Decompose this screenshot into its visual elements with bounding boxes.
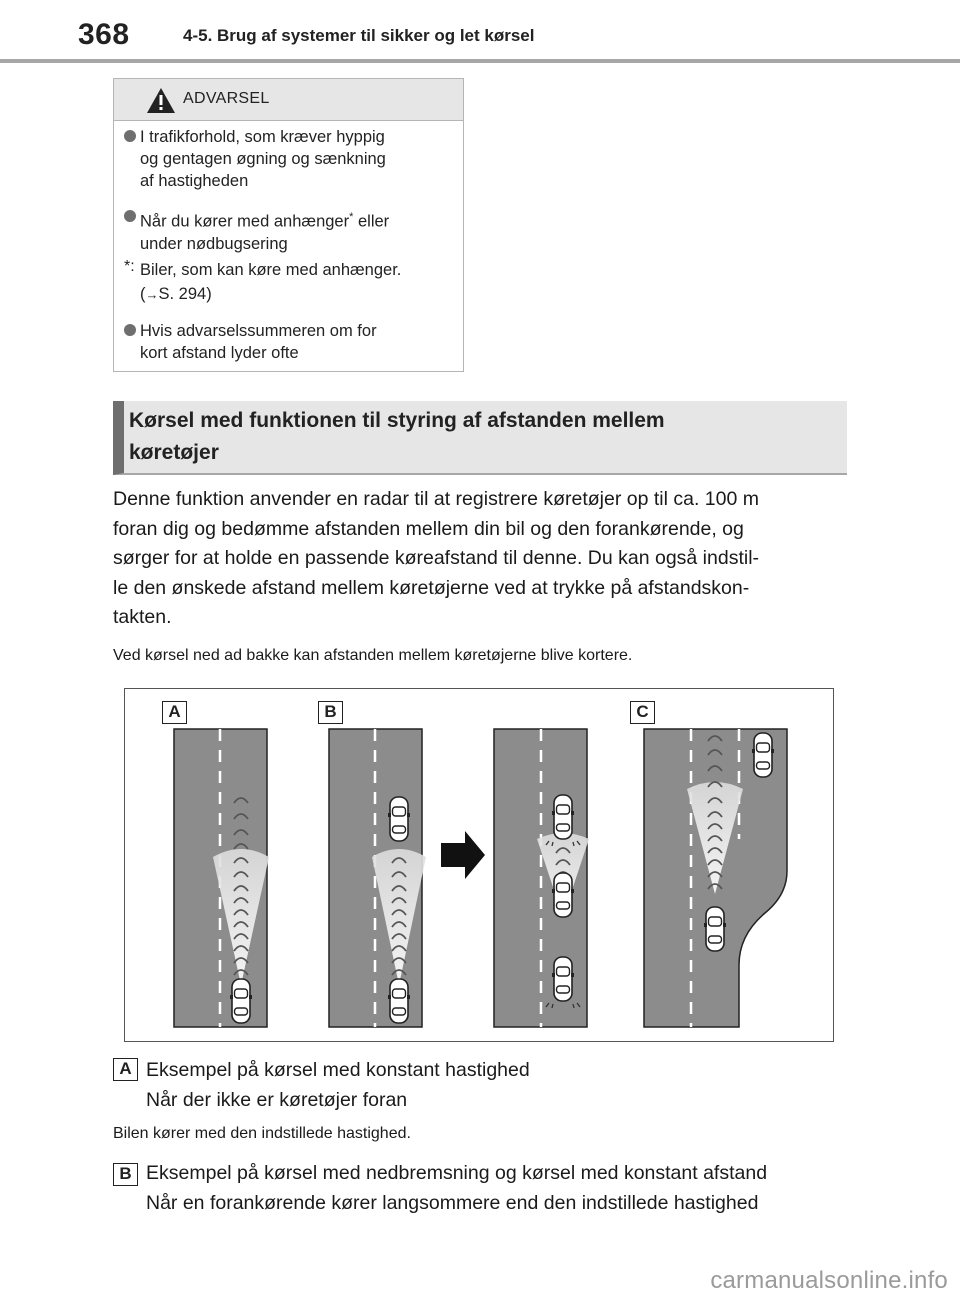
warning-title: ADVARSEL — [183, 90, 270, 107]
item-a-text — [146, 1055, 530, 1115]
footnote-mark: * — [124, 258, 131, 275]
bullet-icon — [124, 210, 136, 222]
bullet-icon — [124, 324, 136, 336]
warning-triangle-icon — [146, 87, 176, 114]
item-a-line2: Når der ikke er køretøjer foran — [146, 1089, 408, 1111]
figure-label-b: B — [318, 701, 343, 724]
body-paragraph — [113, 485, 848, 633]
paragraph-line: le den ønskede afstand mellem køretøjerne ved at trykke på afstandskon- — [113, 576, 750, 599]
footnote-colon: : — [130, 258, 135, 275]
own-car — [704, 907, 726, 951]
bullet-icon — [124, 130, 136, 142]
warning-item-line: Hvis advarselssummeren om for — [140, 322, 377, 340]
lead-car — [388, 797, 410, 841]
warning-item-line: kort afstand lyder ofte — [140, 344, 299, 362]
lead-car-changing-lane — [752, 733, 774, 777]
chapter-title: 4-5. Brug af systemer til sikker og let kørsel — [183, 26, 535, 45]
arrow-right-icon — [441, 831, 485, 879]
warning-item-line: og gentagen øgning og sænkning — [140, 150, 386, 168]
own-car-previous — [552, 957, 574, 1001]
paragraph-line: foran dig og bedømme afstanden mellem din bil og den forankørende, og — [113, 517, 744, 540]
radar-illustration — [124, 688, 834, 1042]
page-reference-link[interactable]: S. 294) — [158, 285, 212, 303]
arrow-right-icon: → — [145, 287, 159, 302]
item-a-note: Bilen kører med den indstillede hastighed. — [113, 1125, 411, 1142]
footnote-marker: * — [349, 211, 354, 223]
warning-footnote-ref — [140, 283, 212, 306]
figure-label-a: A — [162, 701, 187, 724]
warning-box — [113, 78, 464, 372]
own-car — [388, 979, 410, 1023]
paragraph-line: sørger for at holde en passende køreafstand til denne. Du kan også indstil- — [113, 547, 760, 569]
page-number: 368 — [78, 18, 130, 51]
warning-item-line: Når du kører med anhænger — [140, 212, 350, 231]
item-b-line1: Eksempel på kørsel med nedbremsning og kørsel med konstant afstand — [146, 1162, 768, 1184]
section-header — [113, 401, 847, 475]
section-title-line: køretøjer — [129, 441, 219, 464]
paragraph-line: takten. — [113, 606, 172, 628]
watermark: carmanualsonline.info — [710, 1267, 948, 1294]
item-label-b: B — [113, 1163, 138, 1186]
warning-item — [124, 126, 386, 192]
item-b-text — [146, 1158, 767, 1218]
item-a-line1: Eksempel på kørsel med konstant hastighed — [146, 1059, 530, 1081]
warning-item-line: under nødbugsering — [140, 234, 288, 253]
figure-label-c: C — [630, 701, 655, 724]
lead-car — [552, 795, 574, 839]
ref-open: ( — [140, 285, 146, 303]
warning-footnote — [124, 259, 401, 281]
item-label-a: A — [113, 1058, 138, 1081]
own-car — [230, 979, 252, 1023]
item-b-line2: Når en forankørende kører langsommere end den indstillede hastighed — [146, 1192, 759, 1214]
warning-item — [124, 320, 377, 364]
warning-item-line: I trafikforhold, som kræver hyppig — [140, 128, 385, 146]
own-car — [552, 873, 574, 917]
section-title-line: Kørsel med funktionen til styring af afstanden mellem — [129, 409, 665, 432]
warning-header — [114, 79, 463, 121]
section-title — [129, 405, 819, 469]
footnote-text: Biler, som kan køre med anhænger. — [140, 261, 402, 279]
warning-item — [124, 206, 389, 255]
warning-item-line: af hastigheden — [140, 172, 249, 190]
header-rule — [0, 59, 960, 63]
body-note: Ved kørsel ned ad bakke kan afstanden mellem køretøjerne blive kortere. — [113, 647, 633, 664]
warning-item-line: eller — [353, 212, 390, 231]
paragraph-line: Denne funktion anvender en radar til at registrere køretøjer op til ca. 100 m — [113, 488, 759, 510]
